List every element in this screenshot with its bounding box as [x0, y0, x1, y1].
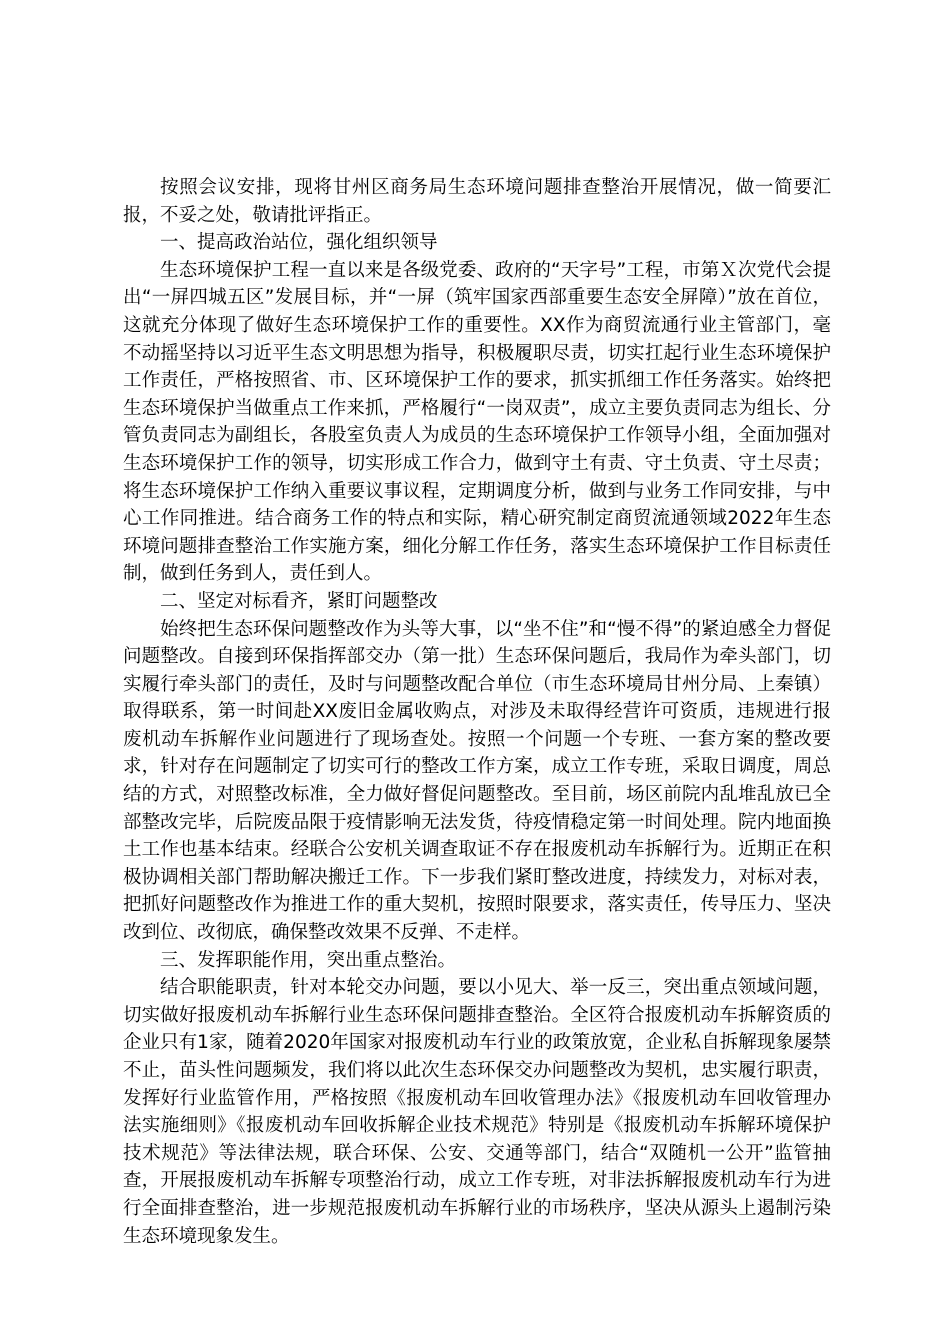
section-body-3: 结合职能职责，针对本轮交办问题，要以小见大、举一反三，突出重点领域问题，切实做好报废机动车拆解行业生态环保问题排查整治。全区符合报废机动车拆解资质的企业只有1家，随着2020年国家对报废机动车行业的政策放宽，企业私自拆解现象屡禁不止，苗头性问题频发，我们将以此次生态环保交办问题整改为契机，忠实履行职责，发挥好行业监管作用，严格按照《报废机动车回收管理办法》《报废机动车回收管理办法实施细则》《报废机动车回收拆解企业技术规范》特别是《报废机动车拆解环境保护技术规范》等法律法规，联合环保、公安、交通等部门，结合“双随机一公开”监管抽查，开展报废机动车拆解专项整治行动，成立工作专班，对非法拆解报废机动车行为进行全面排查整治，进一步规范报废机动车拆解行业的市场秩序，坚决从源头上遏制污染生态环境现象发生。 [123, 977, 831, 1247]
section-heading-3: 三、发挥职能作用，突出重点整治。 [160, 949, 457, 971]
section-heading-1: 一、提高政治站位，强化组织领导 [160, 232, 438, 254]
document-body [123, 174, 831, 1250]
section-body-1: 生态环境保护工程一直以来是各级党委、政府的“天字号”工程，市第Ｘ次党代会提出“一屏四城五区”发展目标，并“一屏（筑牢国家西部重要生态安全屏障）”放在首位，这就充分体现了做好生态环境保护工作的重要性。XX作为商贸流通行业主管部门，毫不动摇坚持以习近平生态文明思想为指导，积极履职尽责，切实扛起行业生态环境保护工作责任，严格按照省、市、区环境保护工作的要求，抓实抓细工作任务落实。始终把生态环境保护当做重点工作来抓，严格履行“一岗双责”，成立主要负责同志为组长、分管负责同志为副组长，各股室负责人为成员的生态环境保护工作领导小组，全面加强对生态环境保护工作的领导，切实形成工作合力，做到守土有责、守土负责、守土尽责；将生态环境保护工作纳入重要议事议程，定期调度分析，做到与业务工作同安排，与中心工作同推进。结合商务工作的特点和实际，精心研究制定商贸流通领域2022年生态环境问题排查整治工作实施方案，细化分解工作任务，落实生态环境保护工作目标责任制，做到任务到人，责任到人。 [123, 259, 831, 585]
section-body-2: 始终把生态环保问题整改作为头等大事，以“坐不住”和“慢不得”的紧迫感全力督促问题整改。自接到环保指挥部交办（第一批）生态环保问题后，我局作为牵头部门，切实履行牵头部门的责任，及时与问题整改配合单位（市生态环境局甘州分局、上秦镇）取得联系，第一时间赴XX废旧金属收购点，对涉及未取得经营许可资质，违规进行报废机动车拆解作业问题进行了现场查处。按照一个问题一个专班、一套方案的整改要求，针对存在问题制定了切实可行的整改工作方案，成立工作专班，采取日调度，周总结的方式，对照整改标准，全力做好督促问题整改。至目前，场区前院内乱堆乱放已全部整改完毕，后院废品限于疫情影响无法发货，待疫情稳定第一时间处理。院内地面换土工作也基本结束。经联合公安机关调查取证不存在报废机动车拆解行为。近期正在积极协调相关部门帮助解决搬迁工作。下一步我们紧盯整改进度，持续发力，对标对表，把抓好问题整改作为推进工作的重大契机，按照时限要求，落实责任，传导压力、坚决改到位、改彻底，确保整改效果不反弹、不走样。 [123, 618, 831, 944]
section-heading-2: 二、坚定对标看齐，紧盯问题整改 [160, 590, 438, 612]
intro-paragraph: 按照会议安排，现将甘州区商务局生态环境问题排查整治开展情况，做一简要汇报，不妥之处，敬请批评指正。 [123, 177, 831, 226]
